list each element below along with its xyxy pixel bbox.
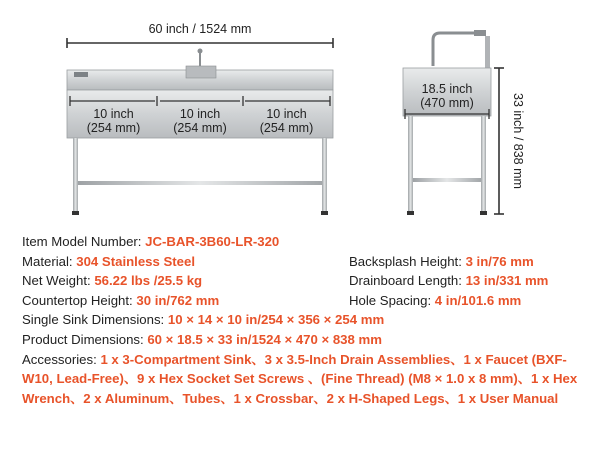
depth-label — [405, 82, 489, 110]
spec-label: Accessories: — [22, 351, 97, 367]
sink-width-inch: 10 inch — [266, 107, 307, 121]
spec-label: Product Dimensions: — [22, 331, 144, 347]
spec-value: 3 in/76 mm — [465, 253, 534, 269]
spec-weight-row — [22, 271, 592, 291]
spec-product-dims — [22, 330, 592, 350]
spec-accessories — [22, 350, 592, 409]
sink-width-inch: 10 inch — [179, 107, 221, 121]
spec-single-sink — [22, 310, 592, 330]
spec-model — [22, 232, 592, 252]
spec-value: 10 × 14 × 10 in/254 × 356 × 254 mm — [167, 312, 385, 328]
sink-side-view — [403, 30, 491, 215]
sink-width-label-3 — [243, 107, 330, 135]
spec-label: Material: — [22, 253, 73, 269]
spec-label: Item Model Number: — [22, 234, 142, 249]
depth-inch: 18.5 inch — [421, 82, 473, 96]
spec-backsplash — [349, 252, 534, 272]
spec-value: 60 × 18.5 × 33 in/1524 × 470 × 838 mm — [147, 331, 382, 347]
height-dimension-line — [494, 68, 504, 214]
spec-countertop-row — [22, 291, 592, 311]
spec-value: 304 Stainless Steel — [76, 253, 196, 269]
total-width-label: 60 inch / 1524 mm — [148, 22, 252, 36]
sink-width-mm: (254 mm) — [259, 121, 314, 135]
sink-width-mm: (254 mm) — [173, 121, 227, 135]
spec-value: 4 in/101.6 mm — [434, 292, 522, 308]
spec-label: Countertop Height: — [22, 292, 133, 308]
spec-value: JC-BAR-3B60-LR-320 — [145, 234, 280, 249]
sink-width-inch: 10 inch — [93, 107, 134, 121]
spec-hole-spacing — [349, 291, 521, 311]
spec-label: Single Sink Dimensions: — [22, 312, 165, 328]
spec-label: Backsplash Height: — [349, 253, 462, 269]
sink-width-mm: (254 mm) — [86, 121, 141, 135]
spec-value: 13 in/331 mm — [465, 273, 549, 289]
spec-label: Hole Spacing: — [349, 292, 432, 308]
sink-width-label-2 — [157, 107, 243, 135]
depth-mm: (470 mm) — [420, 96, 474, 110]
specifications — [22, 232, 592, 408]
spec-drainboard — [349, 271, 548, 291]
sink-width-label-1 — [70, 107, 157, 135]
spec-value: 30 in/762 mm — [136, 292, 220, 308]
spec-material-row — [22, 252, 592, 272]
spec-label: Net Weight: — [22, 273, 91, 289]
height-label: 33 inch / 838 mm — [511, 93, 525, 189]
spec-value: 1 x 3-Compartment Sink、3 x 3.5-Inch Drain Assemblies、1 x Faucet (BXF-W10, Lead-Free)、9 x Hex Socket Set Screws 、(Fine Thread) (M8 × 1.0 x 8 mm)、1 x Hex Wrench、2 x Aluminum、Tubes、1 x Crossbar、2 x H-Shaped Legs、1 x User Manual — [22, 351, 578, 406]
spec-label: Drainboard Length: — [349, 273, 462, 289]
width-dimension-line — [67, 38, 333, 48]
spec-value: 56.22 lbs /25.5 kg — [94, 273, 203, 289]
